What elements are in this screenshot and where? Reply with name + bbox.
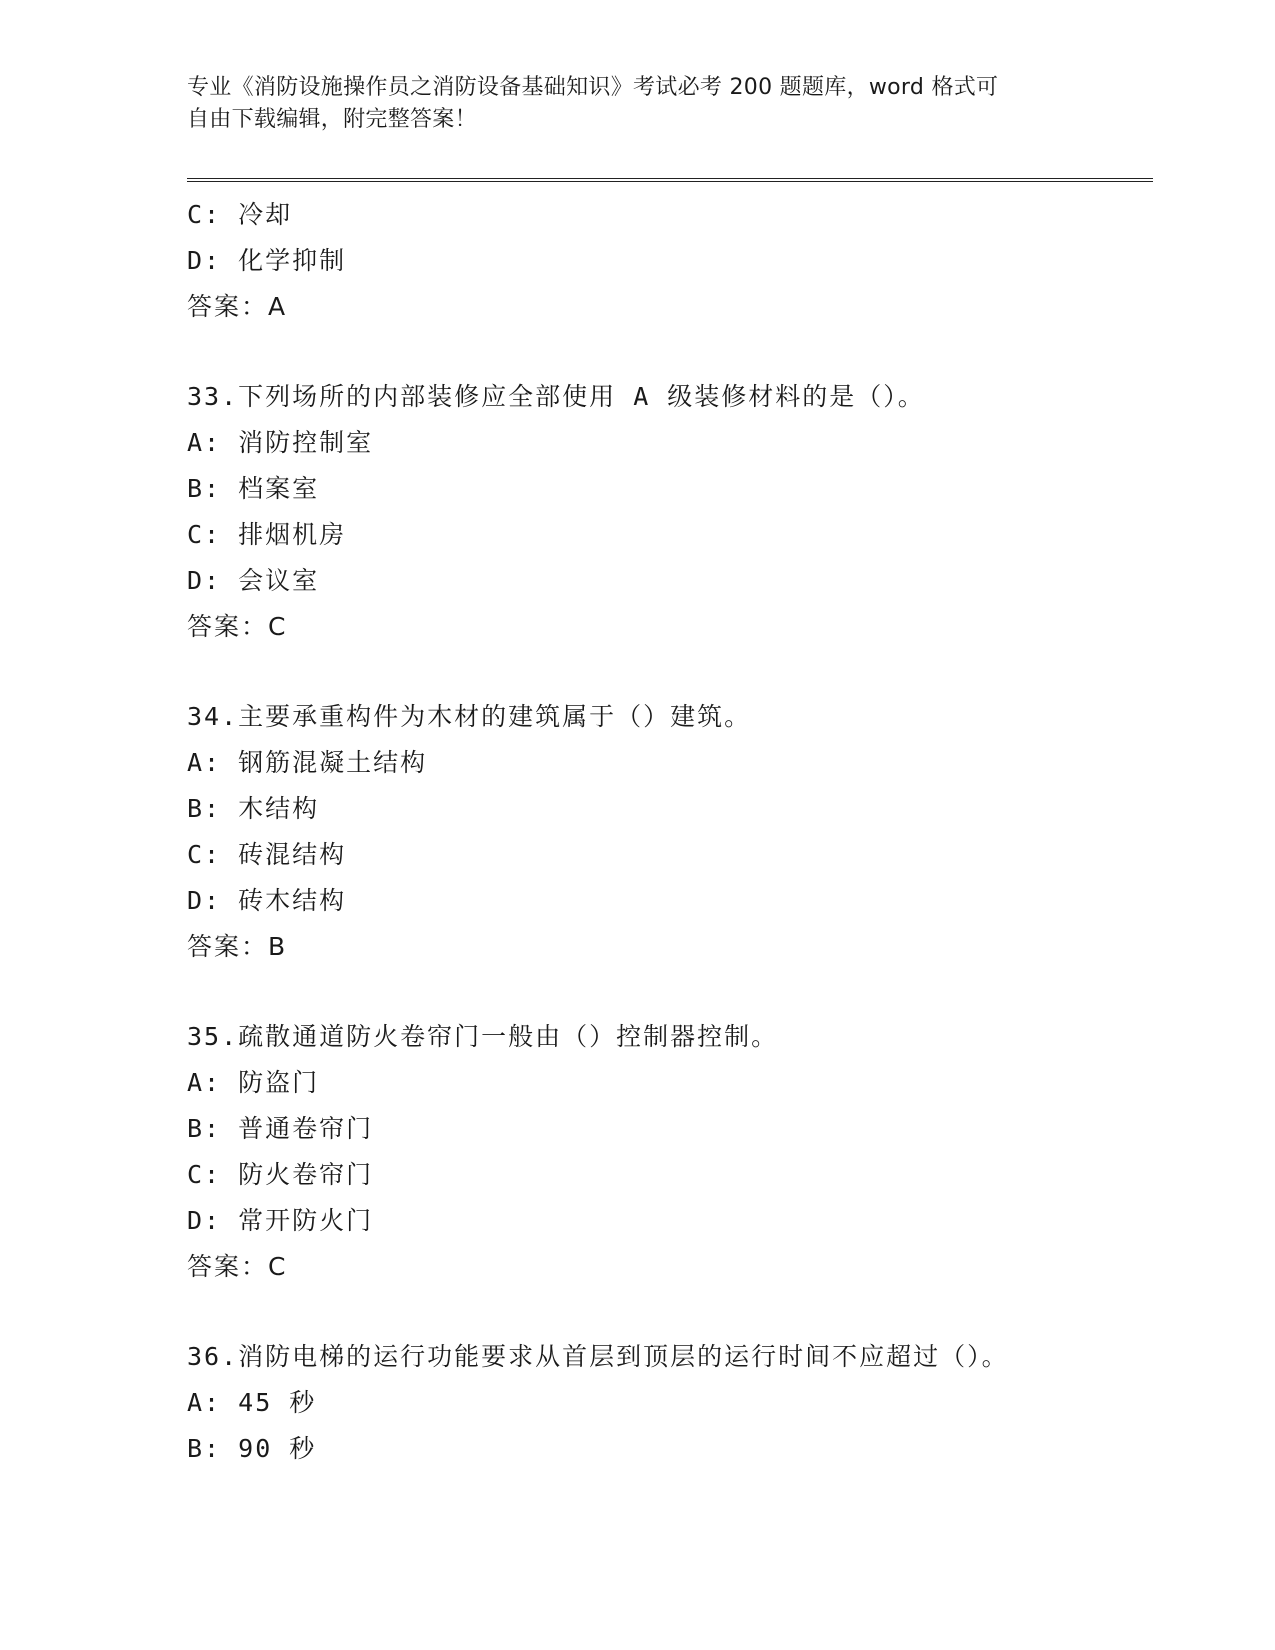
option-d: D: 砖木结构 xyxy=(187,886,347,915)
question-32-continuation xyxy=(187,192,1147,330)
question-stem: 36.消防电梯的运行功能要求从首层到顶层的运行时间不应超过（）。 xyxy=(187,1342,1009,1371)
option-b: B: 90 秒 xyxy=(187,1434,317,1463)
option-a: A: 钢筋混凝土结构 xyxy=(187,748,428,777)
option-b: B: 普通卷帘门 xyxy=(187,1114,374,1143)
header-title-line-2: 自由下载编辑，附完整答案！ xyxy=(187,107,477,132)
document-header xyxy=(187,72,1067,136)
option-b: B: 档案室 xyxy=(187,474,320,503)
option-c: C: 防火卷帘门 xyxy=(187,1160,374,1189)
question-33 xyxy=(187,374,1147,650)
question-35 xyxy=(187,1014,1147,1290)
option-d: D: 会议室 xyxy=(187,566,320,595)
header-title-line-1: 专业《消防设施操作员之消防设备基础知识》考试必考 200 题题库，word 格式可 xyxy=(187,75,999,100)
answer-line: 答案：B xyxy=(187,932,288,961)
question-36 xyxy=(187,1334,1147,1472)
question-stem: 33.下列场所的内部装修应全部使用 A 级装修材料的是（）。 xyxy=(187,382,925,411)
option-c: C: 排烟机房 xyxy=(187,520,347,549)
question-list xyxy=(187,192,1147,1472)
answer-line: 答案：A xyxy=(187,292,288,321)
option-a: A: 消防控制室 xyxy=(187,428,374,457)
option-a: A: 防盗门 xyxy=(187,1068,320,1097)
option-c: C: 冷却 xyxy=(187,200,293,229)
option-c: C: 砖混结构 xyxy=(187,840,347,869)
question-34 xyxy=(187,694,1147,970)
question-spacer xyxy=(187,650,1147,694)
question-spacer xyxy=(187,970,1147,1014)
option-d: D: 常开防火门 xyxy=(187,1206,374,1235)
option-a: A: 45 秒 xyxy=(187,1388,317,1417)
question-spacer xyxy=(187,330,1147,374)
option-d: D: 化学抑制 xyxy=(187,246,347,275)
question-stem: 34.主要承重构件为木材的建筑属于（）建筑。 xyxy=(187,702,752,731)
header-divider xyxy=(187,178,1153,182)
question-spacer xyxy=(187,1290,1147,1334)
option-b: B: 木结构 xyxy=(187,794,320,823)
question-stem: 35.疏散通道防火卷帘门一般由（）控制器控制。 xyxy=(187,1022,779,1051)
answer-line: 答案：C xyxy=(187,612,288,641)
answer-line: 答案：C xyxy=(187,1252,288,1281)
